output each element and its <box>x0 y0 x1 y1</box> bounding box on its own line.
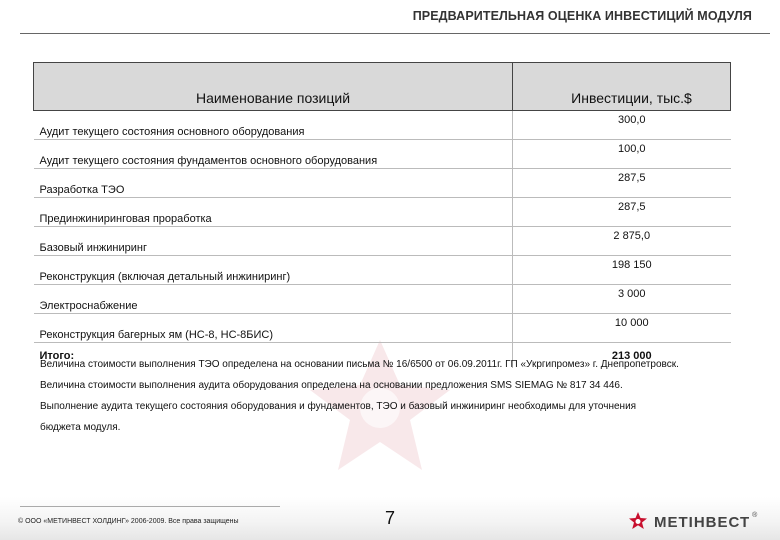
slide-title: ПРЕДВАРИТЕЛЬНАЯ ОЦЕНКА ИНВЕСТИЦИЙ МОДУЛЯ <box>412 9 752 23</box>
row-value: 2 875,0 <box>513 227 731 256</box>
table-row <box>34 227 731 256</box>
total-label: Итого: <box>34 343 513 369</box>
row-value: 10 000 <box>513 314 731 343</box>
metinvest-star-icon <box>628 512 648 532</box>
table-row <box>34 140 731 169</box>
note-text: бюджета модуля. <box>40 422 121 433</box>
page-number: 7 <box>385 508 396 528</box>
table-row <box>34 169 731 198</box>
column-header-name: Наименование позиций <box>34 63 513 111</box>
row-name: Реконструкция (включая детальный инжиниринг) <box>34 256 513 285</box>
row-value: 100,0 <box>513 140 731 169</box>
row-value: 3 000 <box>513 285 731 314</box>
row-value: 287,5 <box>513 198 731 227</box>
company-logo <box>628 512 757 532</box>
notes-block <box>40 354 770 438</box>
row-name: Базовый инжиниринг <box>34 227 513 256</box>
row-value: 287,5 <box>513 169 731 198</box>
copyright-text: © ООО «МЕТИНВЕСТ ХОЛДИНГ» 2006-2009. Все права защищены <box>18 518 239 525</box>
row-name: Прединжиниринговая проработка <box>34 198 513 227</box>
logo-text: МЕТІНВЕСТ <box>654 513 751 531</box>
row-name: Электроснабжение <box>34 285 513 314</box>
row-name: Реконструкция багерных ям (НС-8, НС-8БИС) <box>34 314 513 343</box>
table-row <box>34 314 731 343</box>
column-header-value: Инвестиции, тыс.$ <box>513 63 731 111</box>
note-text: Выполнение аудита текущего состояния оборудования и фундаментов, ТЭО и базовый инжиниринг необходимы для уточнения <box>40 401 637 412</box>
total-value: 213 000 <box>611 349 652 362</box>
investment-table <box>33 62 731 368</box>
row-name: Аудит текущего состояния фундаментов основного оборудования <box>34 140 513 169</box>
title-divider <box>20 33 770 34</box>
row-value: 300,0 <box>513 111 731 140</box>
note-text: Величина стоимости выполнения ТЭО определена на основании письма № 16/6500 от 06.09.2011г. ГП «Укргипромез» г. Днепропетровск. <box>40 359 679 370</box>
table-row <box>34 198 731 227</box>
note-text: Величина стоимости выполнения аудита оборудования определена на основании предложения SMS SIEMAG № 817 34 446. <box>40 380 623 391</box>
table-row <box>34 111 731 140</box>
row-name: Разработка ТЭО <box>34 169 513 198</box>
trademark-symbol: ® <box>752 512 758 519</box>
table-row <box>34 285 731 314</box>
row-value: 198 150 <box>513 256 731 285</box>
table-row <box>34 256 731 285</box>
row-name: Аудит текущего состояния основного оборудования <box>34 111 513 140</box>
table-header-row <box>34 63 731 111</box>
footer-divider <box>20 506 280 507</box>
